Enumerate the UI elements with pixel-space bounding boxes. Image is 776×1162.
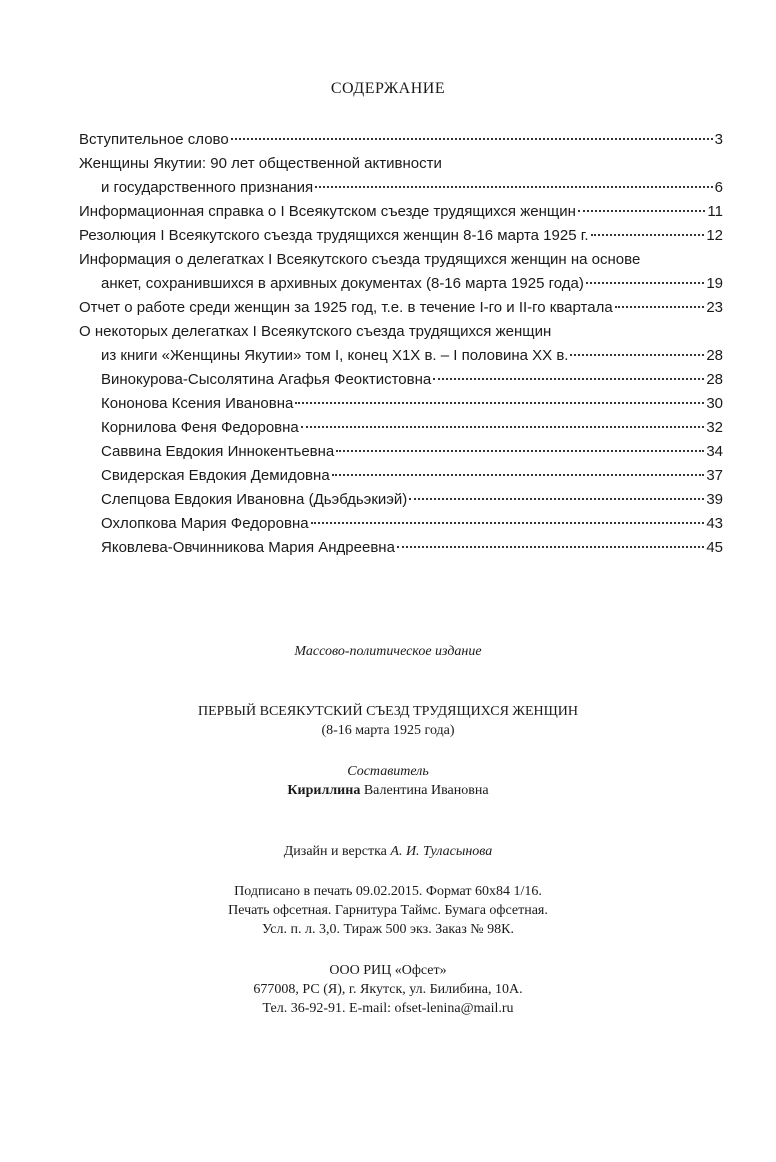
toc-entry — [79, 296, 723, 320]
toc-entry-page: 28 — [706, 347, 723, 364]
print-details-line: Усл. п. л. 3,0. Тираж 500 экз. Заказ № 98К. — [262, 922, 514, 937]
toc-entry — [79, 176, 723, 200]
toc-leader-dots — [332, 474, 705, 476]
toc-entry-page: 23 — [706, 299, 723, 316]
publisher-line: Тел. 36-92-91. E-mail: ofset-lenina@mail.ru — [262, 1001, 514, 1016]
toc-entry-page: 19 — [706, 275, 723, 292]
toc-entry-text: Информация о делегатках I Всеякутского съезда трудящихся женщин на основе — [79, 251, 641, 268]
toc-entry-text: анкет, сохранившихся в архивных документах (8-16 марта 1925 года) — [101, 275, 584, 292]
toc-entry-text: Информационная справка о I Всеякутском съезде трудящихся женщин — [79, 203, 576, 220]
toc-entry-text: Свидерская Евдокия Демидовна — [101, 467, 330, 484]
toc-entry — [79, 200, 723, 224]
toc-entry — [79, 224, 723, 248]
toc-leader-dots — [586, 282, 704, 284]
toc-leader-dots — [578, 210, 706, 212]
compiler-surname: Кириллина — [287, 783, 361, 798]
publisher-line: 677008, РС (Я), г. Якутск, ул. Билибина, 10А. — [253, 982, 523, 997]
toc-entry — [79, 392, 723, 416]
toc-entry — [79, 272, 723, 296]
toc-leader-dots — [591, 234, 705, 236]
toc-entry — [79, 416, 723, 440]
toc-entry-text: из книги «Женщины Якутии» том I, конец X1X в. – I половина XX в. — [101, 347, 569, 364]
toc-entry-page: 12 — [706, 227, 723, 244]
toc-entry — [79, 248, 723, 272]
toc-entry-text: Женщины Якутии: 90 лет общественной активности — [79, 155, 442, 172]
toc-leader-dots — [311, 522, 705, 524]
toc-entry — [79, 512, 723, 536]
toc-leader-dots — [570, 354, 704, 356]
toc-leader-dots — [336, 450, 704, 452]
book-dates: (8-16 марта 1925 года) — [321, 723, 455, 738]
toc-leader-dots — [433, 378, 704, 380]
toc-entry-text: Слепцова Евдокия Ивановна (Дьэбдьэкиэй) — [101, 491, 408, 508]
toc-leader-dots — [231, 138, 713, 140]
designer-name: А. И. Туласынова — [390, 844, 493, 859]
toc-entry-text: Отчет о работе среди женщин за 1925 год, т.е. в течение I-го и II-го квартала — [79, 299, 613, 316]
print-details-line: Подписано в печать 09.02.2015. Формат 60х84 1/16. — [234, 884, 542, 899]
toc-entry-text: Кононова Ксения Ивановна — [101, 395, 294, 412]
toc-entry-text: О некоторых делегатках I Всеякутского съезда трудящихся женщин — [79, 323, 552, 340]
design-label: Дизайн и верстка — [283, 844, 387, 859]
edition-type: Массово-политическое издание — [294, 644, 482, 659]
toc-leader-dots — [301, 426, 705, 428]
toc-entry — [79, 440, 723, 464]
toc-entry-page: 34 — [706, 443, 723, 460]
toc-entry-page: 32 — [706, 419, 723, 436]
toc-entry — [79, 464, 723, 488]
toc-entry — [79, 320, 723, 344]
toc-entry-text: Вступительное слово — [79, 131, 229, 148]
toc-entry-page: 28 — [706, 371, 723, 388]
compiler — [0, 782, 776, 800]
toc-entry-page: 45 — [706, 539, 723, 556]
toc-entry-text: Охлопкова Мария Федоровна — [101, 515, 309, 532]
compiler-label: Составитель — [347, 764, 429, 779]
toc-entry — [79, 368, 723, 392]
design-credit — [0, 843, 776, 861]
toc-leader-dots — [295, 402, 704, 404]
toc-leader-dots — [397, 546, 704, 548]
toc-entry-page: 6 — [714, 179, 723, 196]
toc-entry-page: 3 — [714, 131, 723, 148]
toc-leader-dots — [615, 306, 705, 308]
toc-entry-text: Резолюция I Всеякутского съезда трудящихся женщин 8-16 марта 1925 г. — [79, 227, 589, 244]
toc-entry-page: 39 — [706, 491, 723, 508]
toc-entry — [79, 152, 723, 176]
toc-entry-page: 43 — [706, 515, 723, 532]
toc-entry-text: Винокурова-Сысолятина Агафья Феоктистовна — [101, 371, 432, 388]
toc-entry-page: 37 — [706, 467, 723, 484]
toc-leader-dots — [315, 186, 712, 188]
table-of-contents — [79, 128, 723, 560]
compiler-name: Валентина Ивановна — [363, 783, 489, 798]
toc-entry-page: 30 — [706, 395, 723, 412]
toc-heading: СОДЕРЖАНИЕ — [330, 80, 446, 97]
book-title: ПЕРВЫЙ ВСЕЯКУТСКИЙ СЪЕЗД ТРУДЯЩИХСЯ ЖЕНЩИН — [198, 704, 578, 719]
toc-entry — [79, 488, 723, 512]
print-details-line: Печать офсетная. Гарнитура Таймс. Бумага офсетная. — [228, 903, 548, 918]
toc-entry-text: Саввина Евдокия Иннокентьевна — [101, 443, 335, 460]
toc-leader-dots — [409, 498, 704, 500]
toc-entry-page: 11 — [707, 203, 723, 220]
toc-entry-text: Яковлева-Овчинникова Мария Андреевна — [101, 539, 395, 556]
toc-entry — [79, 128, 723, 152]
publisher-line: ООО РИЦ «Офсет» — [329, 963, 447, 978]
toc-entry-text: и государственного признания — [101, 179, 314, 196]
toc-entry — [79, 344, 723, 368]
toc-entry-text: Корнилова Феня Федоровна — [101, 419, 299, 436]
toc-entry — [79, 536, 723, 560]
